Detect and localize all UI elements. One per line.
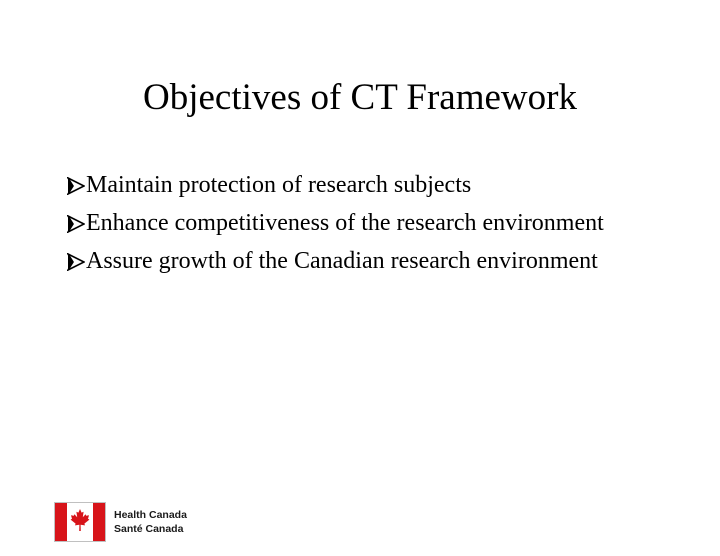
canada-flag-icon (54, 502, 106, 542)
wordmark-french: Santé Canada (114, 523, 184, 535)
slide-title: Objectives of CT Framework (143, 77, 577, 118)
wordmark-english: Health Canada (114, 509, 187, 521)
bullet-item (66, 242, 666, 280)
bullet-item (66, 166, 666, 204)
bullet-text: Maintain protection of research subjects (86, 172, 472, 198)
arrowhead-bullet-icon (66, 242, 86, 280)
arrowhead-bullet-icon (66, 166, 86, 204)
bullet-list (66, 166, 666, 280)
health-canada-signature (54, 502, 187, 542)
bullet-text: Enhance competitiveness of the research environment (86, 210, 604, 236)
health-canada-wordmark (114, 508, 187, 536)
bullet-text: Assure growth of the Canadian research environment (86, 248, 598, 274)
bullet-item (66, 204, 666, 242)
arrowhead-bullet-icon (66, 204, 86, 242)
